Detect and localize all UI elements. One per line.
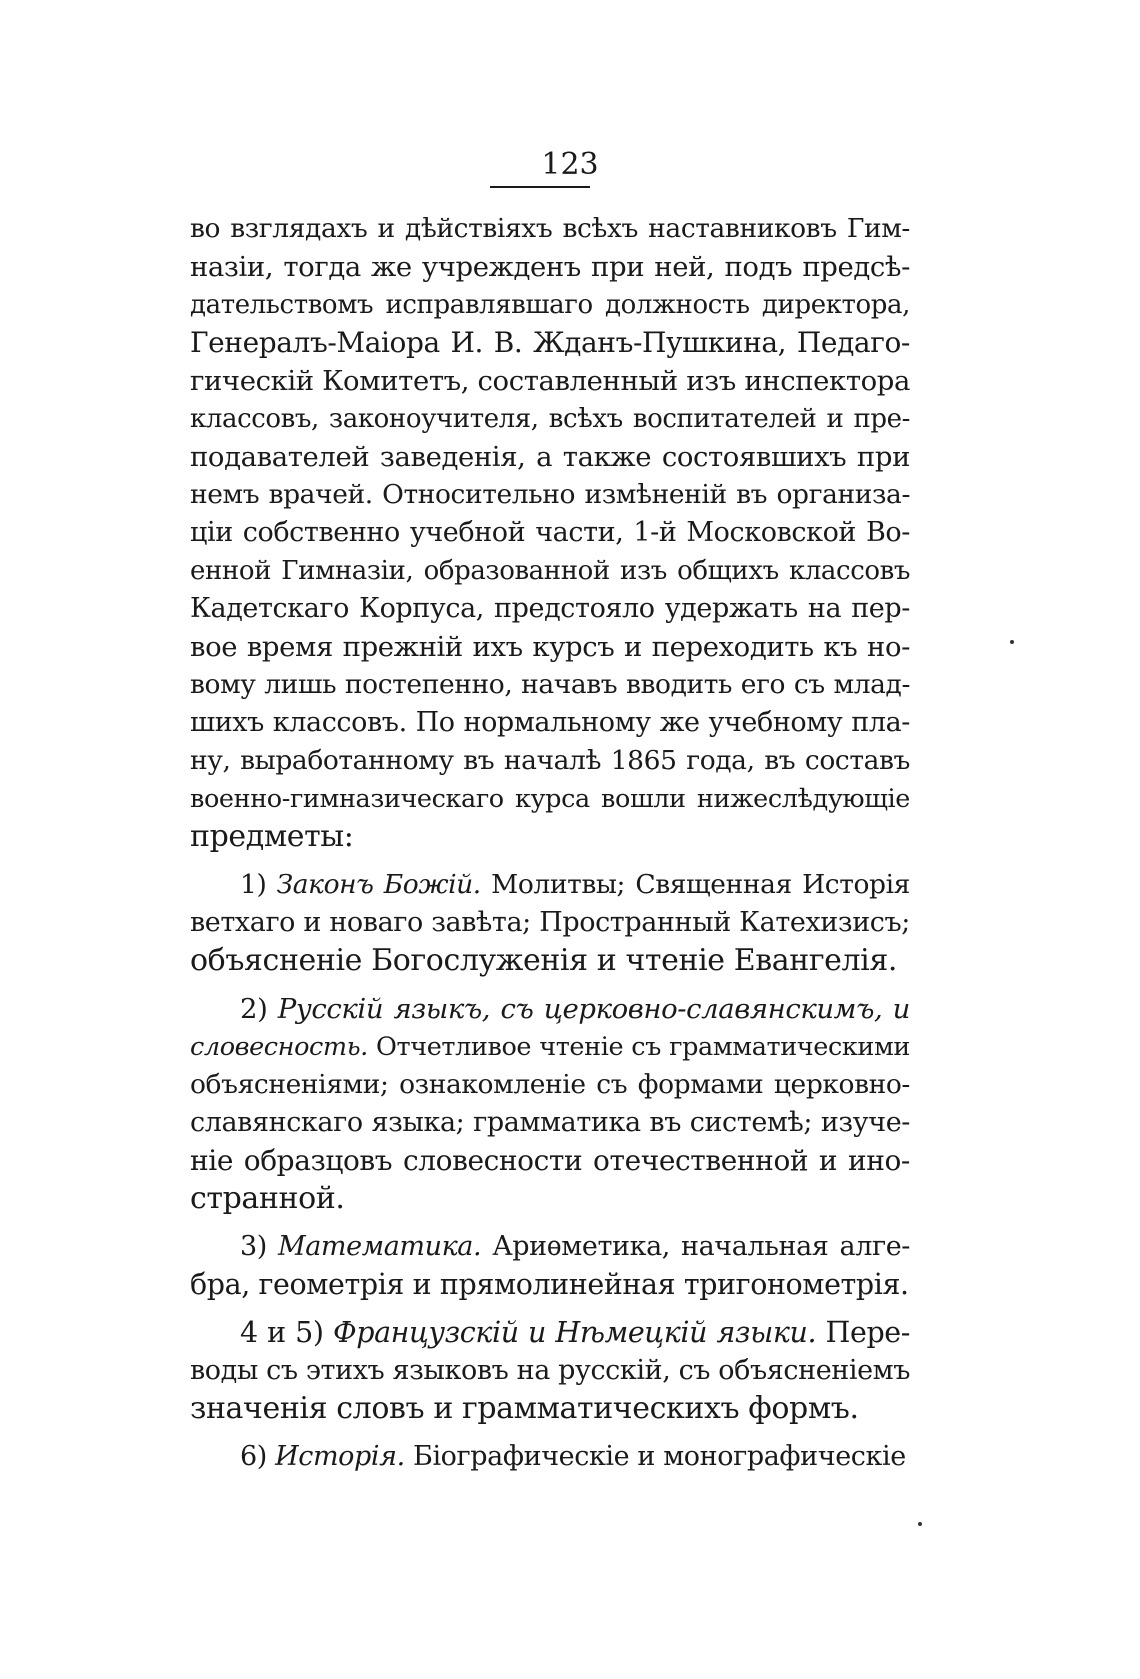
line-text: Пере- — [816, 1316, 910, 1349]
text-line — [190, 1104, 910, 1142]
paragraph — [190, 1314, 910, 1428]
text-line — [190, 590, 910, 628]
subject-title: Французскій и Нѣмецкій языки. — [332, 1316, 817, 1349]
text-line — [190, 1142, 910, 1180]
line-text: классовъ, законоучителя, всѣхъ воспитателей и пре- — [190, 404, 910, 434]
paragraph — [190, 866, 910, 980]
text-line — [190, 1228, 910, 1266]
text-line — [190, 780, 910, 818]
line-text: назіи, тогда же учрежденъ при ней, подъ предсѣ- — [190, 251, 910, 283]
line-text: предметы: — [190, 819, 354, 854]
scan-speck — [1010, 640, 1014, 644]
item-number: 2) — [240, 993, 278, 1025]
subject-title: Математика. — [277, 1231, 482, 1262]
line-text: подавателей заведенія, а также состоявшихъ при — [190, 441, 910, 473]
line-text: во взглядахъ и дѣйствіяхъ всѣхъ наставниковъ Гим- — [190, 213, 910, 244]
item-number: 6) — [240, 1441, 276, 1472]
text-line — [190, 248, 910, 286]
line-text: военно-гимназическаго курса вошли нижеслѣдующіе — [190, 784, 910, 814]
line-text: ну, выработанному въ началѣ 1865 года, въ составъ — [190, 745, 910, 776]
text-line — [190, 866, 910, 904]
paragraph — [190, 990, 910, 1218]
text-line — [190, 1314, 910, 1352]
text-line — [190, 552, 910, 590]
text-line — [190, 1180, 910, 1218]
header-rule — [490, 186, 590, 188]
scan-speck — [918, 1522, 922, 1526]
text-line — [190, 666, 910, 704]
line-text: воды съ этихъ языковъ на русскій, съ объясненіемъ — [190, 1355, 911, 1386]
line-text: шихъ классовъ. По нормальному же учебному пла- — [190, 707, 910, 738]
item-number: 1) — [240, 869, 277, 900]
line-text: Біографическіе и монографическіе — [404, 1441, 906, 1472]
paragraph — [190, 210, 910, 856]
text-line — [190, 362, 910, 400]
text-line — [190, 1390, 910, 1428]
body-text — [190, 210, 910, 1476]
line-text: объясненіе Богослуженія и чтеніе Евангелія. — [190, 943, 898, 978]
text-line — [190, 1438, 910, 1476]
line-text: значенія словъ и грамматическихъ формъ. — [190, 1391, 859, 1426]
text-line — [190, 1028, 910, 1066]
line-text: вому лишь постепенно, начавъ вводить его съ млад- — [190, 669, 910, 700]
item-number: 4 и 5) — [240, 1316, 333, 1349]
line-text: енной Гимназіи, образованной изъ общихъ классовъ — [190, 556, 910, 586]
text-line — [190, 400, 910, 438]
text-line — [190, 990, 910, 1028]
subject-title: словесность. — [190, 1032, 368, 1062]
paragraph — [190, 1438, 910, 1476]
text-line — [190, 704, 910, 742]
text-line — [190, 210, 910, 248]
text-line — [190, 1066, 910, 1104]
line-text: славянскаго языка; грамматика въ системѣ; изуче- — [190, 1107, 910, 1138]
text-line — [190, 818, 910, 856]
subject-title: Законъ Божій. — [276, 869, 481, 900]
line-text: объясненіями; ознакомленіе съ формами церковно- — [190, 1069, 910, 1100]
subject-title: Русскій языкъ, съ церковно-славянскимъ, и — [277, 993, 910, 1025]
text-line — [190, 438, 910, 476]
line-text: бра, геометрія и прямолинейная тригонометрія. — [190, 1268, 909, 1301]
line-text: Отчетливое чтеніе съ грамматическими — [367, 1032, 910, 1062]
subject-title: Исторія. — [275, 1441, 405, 1472]
text-line — [190, 904, 910, 942]
text-line — [190, 286, 910, 324]
line-text: Молитвы; Священная Исторія — [480, 869, 910, 900]
line-text: ніе образцовъ словесности отечественной и ино- — [190, 1144, 910, 1177]
text-line — [190, 476, 910, 514]
line-text: ветхаго и новаго завѣта; Пространный Катехизисъ; — [190, 907, 910, 938]
text-line — [190, 742, 910, 780]
line-text: Кадетскаго Корпуса, предстояло удержать на пер- — [190, 593, 910, 624]
line-text: Ариѳметика, начальная алге- — [481, 1231, 910, 1262]
item-number: 3) — [240, 1231, 278, 1262]
page-number: 123 — [541, 147, 599, 182]
text-line — [190, 628, 910, 666]
text-line — [190, 1266, 910, 1304]
line-text: вое время прежній ихъ курсъ и переходить къ но- — [190, 631, 910, 663]
line-text: гическій Комитетъ, составленный изъ инспектора — [190, 365, 910, 397]
text-line — [190, 324, 910, 362]
line-text: дательствомъ исправлявшаго должность директора, — [190, 290, 910, 320]
line-text: ціи собственно учебной части, 1-й Московской Во- — [190, 517, 910, 548]
text-line — [190, 514, 910, 552]
line-text: Генералъ-Маіора И. В. Жданъ-Пушкина, Педаго- — [190, 326, 910, 359]
text-line — [190, 942, 910, 980]
line-text: немъ врачей. Относительно измѣненій въ организа- — [190, 479, 910, 510]
line-text: странной. — [190, 1181, 345, 1216]
text-line — [190, 1352, 910, 1390]
paragraph — [190, 1228, 910, 1304]
